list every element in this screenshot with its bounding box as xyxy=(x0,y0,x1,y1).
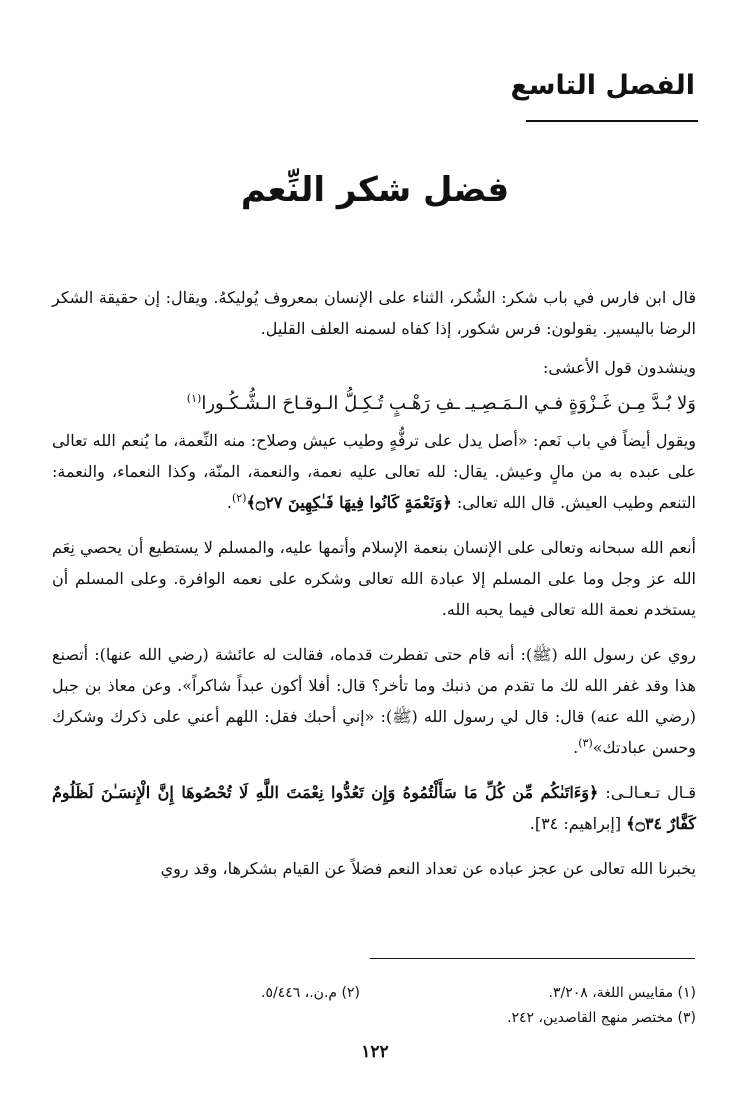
niam-text: ويقول أيضاً في باب نَعم: «أصل يدل على ترفُّهٍ وطيب عيش وصلاح: منه النِّعمة، ما يُنعم الله تعالى على عبده به من مالٍ وعيش. يقال: لله تعالى عليه نعمة، والنعمة، المنّة، وكذا النعماء، والنعمة: التنعم وطيب العيش. قال الله تعالى: xyxy=(52,431,697,512)
footnote-ref-2: (٢) xyxy=(232,491,247,505)
section-title: فضل شكر النِّعم xyxy=(240,170,510,210)
verse-text: وَلا بُـدَّ مِـن غَـزْوَةٍ فـي الـمَـصِـيـ ـفِ رَهْـبٍ تُـكِـلُّ الـوقـاحَ الـشُّـكُـورا xyxy=(201,393,696,414)
footnote-2: (٢) م.ن.، ٥/٤٤٦. xyxy=(261,985,360,1001)
verse-lead: قـال تـعـالـى: xyxy=(605,783,696,802)
paragraph-islam-blessing: أنعم الله سبحانه وتعالى على الإنسان بنعمة الإسلام وأتمها عليه، والمسلم لا يستطيع أن يحصي نِعَم الله عز وجل وما على المسلم إلا عبادة الله تعالى وشكره على نعمه الوافرة. وعلى المسلم أن يستخدم نعمة الله تعالى فيما يحبه الله. xyxy=(52,538,696,619)
paragraph-poet-intro: وينشدون قول الأعشى: xyxy=(543,358,696,377)
footnote-divider xyxy=(370,958,695,959)
surah-citation: [إبراهيم: ٣٤]. xyxy=(529,814,622,833)
hadith-text: روي عن رسول الله (ﷺ): أنه قام حتى تفطرت قدماه، فقالت له عائشة (رضي الله عنها): أتصنع هذا وقد غفر الله لك ما تقدم من ذنبك وما تأخر؟ قال: أفلا أكون عبداً شاكراً». وعن معاذ بن جبل (رضي الله عنه) قال: قال لي رسول الله (ﷺ): «إني أحبك فقل: اللهم أعني على ذكرك وشكرك وحسن عبادتك» xyxy=(52,645,696,757)
quran-verse-ibrahim: ﴿وَءَاتَىٰكُم مِّن كُلِّ مَا سَأَلْتُمُوهُ وَإِن تَعُدُّوا نِعْمَتَ اللَّهِ لَا تُحْصُوهَا إِنَّ الْإِنسَـٰنَ لَظَلُومٌ كَفَّارٌ ۝٣٤﴾ xyxy=(52,783,696,833)
chapter-heading: الفصل التاسع xyxy=(510,70,695,101)
paragraph-hadith: روي عن رسول الله (ﷺ): أنه قام حتى تفطرت قدماه، فقالت له عائشة (رضي الله عنها): أتصنع هذا وقد غفر الله لك ما تقدم من ذنبك وما تأخر؟ قال: أفلا أكون عبداً شاكراً». وعن معاذ بن جبل (رضي الله عنه) قال: قال لي رسول الله (ﷺ): «إني أحبك فقل: اللهم أعني على ذكرك وشكرك وحسن عبادتك»$^{(٣)}$. xyxy=(52,645,696,757)
footnote-3: (٣) مختصر منهج القاصدين، ٢٤٢. xyxy=(507,1010,696,1026)
poem-verse xyxy=(52,387,696,421)
paragraph-closing: يخبرنا الله تعالى عن عجز عباده عن تعداد النعم فضلاً عن القيام بشكرها، وقد روي xyxy=(160,859,696,878)
page-number: ١٢٢ xyxy=(361,1042,389,1062)
paragraph-niam-definition: ويقول أيضاً في باب نَعم: «أصل يدل على ترفُّهٍ وطيب عيش وصلاح: منه النِّعمة، ما يُنعم الله تعالى على عبده به من مالٍ وعيش. يقال: لله تعالى عليه نعمة، والنعمة، المنّة، وكذا النعماء، والنعمة: التنعم وطيب العيش. قال الله تعالى: ﴿وَنَعْمَةٍ كَانُوا فِيهَا فَـٰكِهِينَ ۝٢٧﴾$^{(٢)}$. xyxy=(52,431,697,512)
footnote-ref-3: (٣) xyxy=(578,736,593,750)
footnote-1: (١) مقاييس اللغة، ٣/٢٠٨. xyxy=(548,985,696,1001)
chapter-underline xyxy=(526,120,698,122)
footnote-ref-1: (١) xyxy=(186,392,202,405)
main-text xyxy=(52,282,696,884)
paragraph-ibrahim-verse xyxy=(52,777,696,839)
paragraph-shukr-definition: قال ابن فارس في باب شكر: الشُكر، الثناء على الإنسان بمعروف يُوليكهُ. ويقال: إن حقيقة الشكر الرضا باليسير. يقولون: فرس شكور، إذا كفاه لسمنه العلف القليل. xyxy=(52,288,696,338)
quran-verse-fakihin: ﴿وَنَعْمَةٍ كَانُوا فِيهَا فَـٰكِهِينَ ۝٢٧﴾ xyxy=(246,493,452,512)
